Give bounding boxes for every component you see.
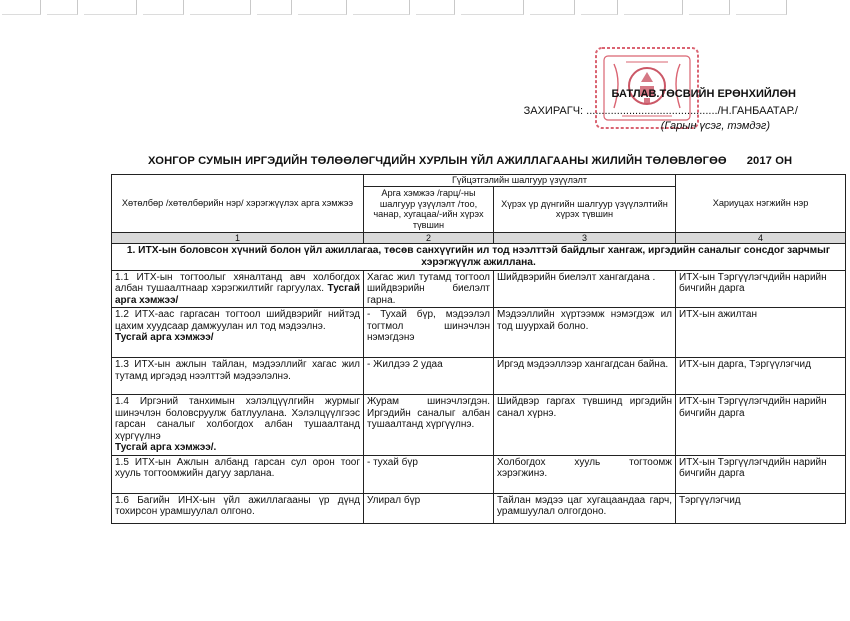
row-outcome: Иргэд мэдээллээр хангагдсан байна.	[494, 358, 676, 395]
scan-edge	[0, 0, 850, 20]
title-year: 2017 ОН	[746, 155, 793, 167]
column-number: 1	[112, 232, 364, 243]
header-program: Хөтөлбөр /хөтөлбөрийн нэр/ хэрэгжүүлэх арга хэмжээ	[112, 175, 364, 233]
table-row	[112, 395, 846, 456]
row-outcome: Тайлан мэдээ цаг хугацаандаа гарч, урамшуулал олгогдоно.	[494, 493, 676, 523]
program-tag: Тусгай арга хэмжээ/	[115, 332, 214, 343]
row-method: - Тухай бүр, мэдээлэл тогтмол шинэчлэн нэмэгдэнэ	[364, 308, 494, 358]
row-method: - тухай бүр	[364, 455, 494, 493]
table-row	[112, 358, 846, 395]
row-program: 1.5 ИТХ-ын Ажлын албанд гарсан сул орон тоог хууль тогтоомжийн дагуу зарлана.	[112, 455, 364, 493]
row-method: Хагас жил тутамд тогтоол шийдвэрийн биелэлт гарна.	[364, 270, 494, 308]
row-responsible: ИТХ-ын Тэргүүлэгчдийн нарийн бичгийн дарга	[676, 270, 846, 308]
header-criteria-group: Гүйцэтгэлийн шалгуур үзүүлэлт	[364, 175, 676, 187]
approval-title: БАТЛАВ.ТӨСВИЙН ЕРӨНХИЙЛӨН	[611, 88, 796, 100]
row-program	[112, 308, 364, 358]
program-tag: Тусгай арга хэмжээ/.	[115, 442, 217, 453]
column-number: 4	[676, 232, 846, 243]
row-outcome: Шийдвэр гаргах түвшинд иргэдийн санал хүрнэ.	[494, 395, 676, 456]
row-program	[112, 270, 364, 308]
row-responsible: ИТХ-ын ажилтан	[676, 308, 846, 358]
row-outcome: Холбогдох хууль тогтоомж хэрэгжинэ.	[494, 455, 676, 493]
row-method: - Жилдээ 2 удаа	[364, 358, 494, 395]
approval-signatory	[498, 105, 818, 118]
row-outcome: Мэдээллийн хүртээмж нэмэгдэж ил тод шуурхай болно.	[494, 308, 676, 358]
program-text: 1.2 ИТХ-аас гаргасан тогтоол шийдвэрийг нийтэд цахим хуудсаар дамжуулан ил тод мэдээлнэ.	[115, 309, 360, 332]
row-method: Журам шинэчлэгдэн. Иргэдийн саналыг албан тушаалтанд хүргүүлнэ.	[364, 395, 494, 456]
approval-name: /Н.ГАНБААТАР./	[717, 105, 798, 117]
column-number-row	[112, 232, 846, 243]
table-row	[112, 455, 846, 493]
row-responsible: ИТХ-ын Тэргүүлэгчдийн нарийн бичгийн дарга	[676, 395, 846, 456]
header-outcome: Хүрэх үр дүнгийн шалгуур үзүүлэлтийн хүрэх түвшин	[494, 186, 676, 232]
header-method: Арга хэмжээ /гарц/-ны шалгуур үзүүлэлт /тоо, чанар, хугацаа/-ийн хүрэх түвшин	[364, 186, 494, 232]
row-program: 1.6 Багийн ИНХ-ын үйл ажиллагааны үр дүнд тохирсон урамшуулал олгоно.	[112, 493, 364, 523]
approval-note: (Гарын үсэг, тэмдэг)	[660, 120, 770, 132]
approval-prefix: ЗАХИРАГЧ: ...........................................	[523, 105, 718, 117]
table-row	[112, 308, 846, 358]
row-program	[112, 395, 364, 456]
program-text: 1.1 ИТХ-ын тогтоолыг хяналтанд авч холбогдох албан тушаалтнаар хэрэгжилтийг гаргуулах.	[115, 271, 360, 294]
document-title	[148, 155, 828, 167]
row-responsible: ИТХ-ын Тэргүүлэгчдийн нарийн бичгийн дарга	[676, 455, 846, 493]
program-text: 1.4 Иргэний танхимын хэлэлцүүлгийн журмыг шинэчлэн боловсруулж батлуулана. Хэлэлцүүлгээс гарсан саналыг холбогдох албан тушаалтанд хүргүүлнэ	[115, 396, 360, 442]
approval-block	[498, 88, 818, 133]
plan-table	[111, 174, 846, 524]
table-row	[112, 493, 846, 523]
header-row	[112, 175, 846, 187]
row-responsible: ИТХ-ын дарга, Тэргүүлэгчид	[676, 358, 846, 395]
section-row	[112, 243, 846, 270]
row-responsible: Тэргүүлэгчид	[676, 493, 846, 523]
column-number: 2	[364, 232, 494, 243]
row-program: 1.3 ИТХ-ын ажлын тайлан, мэдээллийг хагас жил тутамд иргэдэд нээлттэй мэдээлэлнэ.	[112, 358, 364, 395]
title-main: ХОНГОР СУМЫН ИРГЭДИЙН ТӨЛӨӨЛӨГЧДИЙН ХУРЛЫН ҮЙЛ АЖИЛЛАГААНЫ ЖИЛИЙН ТӨЛӨВЛӨГӨӨ	[148, 155, 727, 167]
row-outcome: Шийдвэрийн биелэлт хангагдана .	[494, 270, 676, 308]
table-row	[112, 270, 846, 308]
section-heading: 1. ИТХ-ын боловсон хүчний болон үйл ажиллагаа, төсөв санхүүгийн ил тод нээлттэй байдлыг хангаж, иргэдийн саналыг сонсдог зарчмыг хэрэгжүүлж ажиллана.	[112, 243, 846, 270]
column-number: 3	[494, 232, 676, 243]
header-responsible: Хариуцах нэгжийн нэр	[676, 175, 846, 233]
row-method: Улирал бүр	[364, 493, 494, 523]
program-tag: Тусгай арга хэмжээ/	[115, 283, 360, 306]
